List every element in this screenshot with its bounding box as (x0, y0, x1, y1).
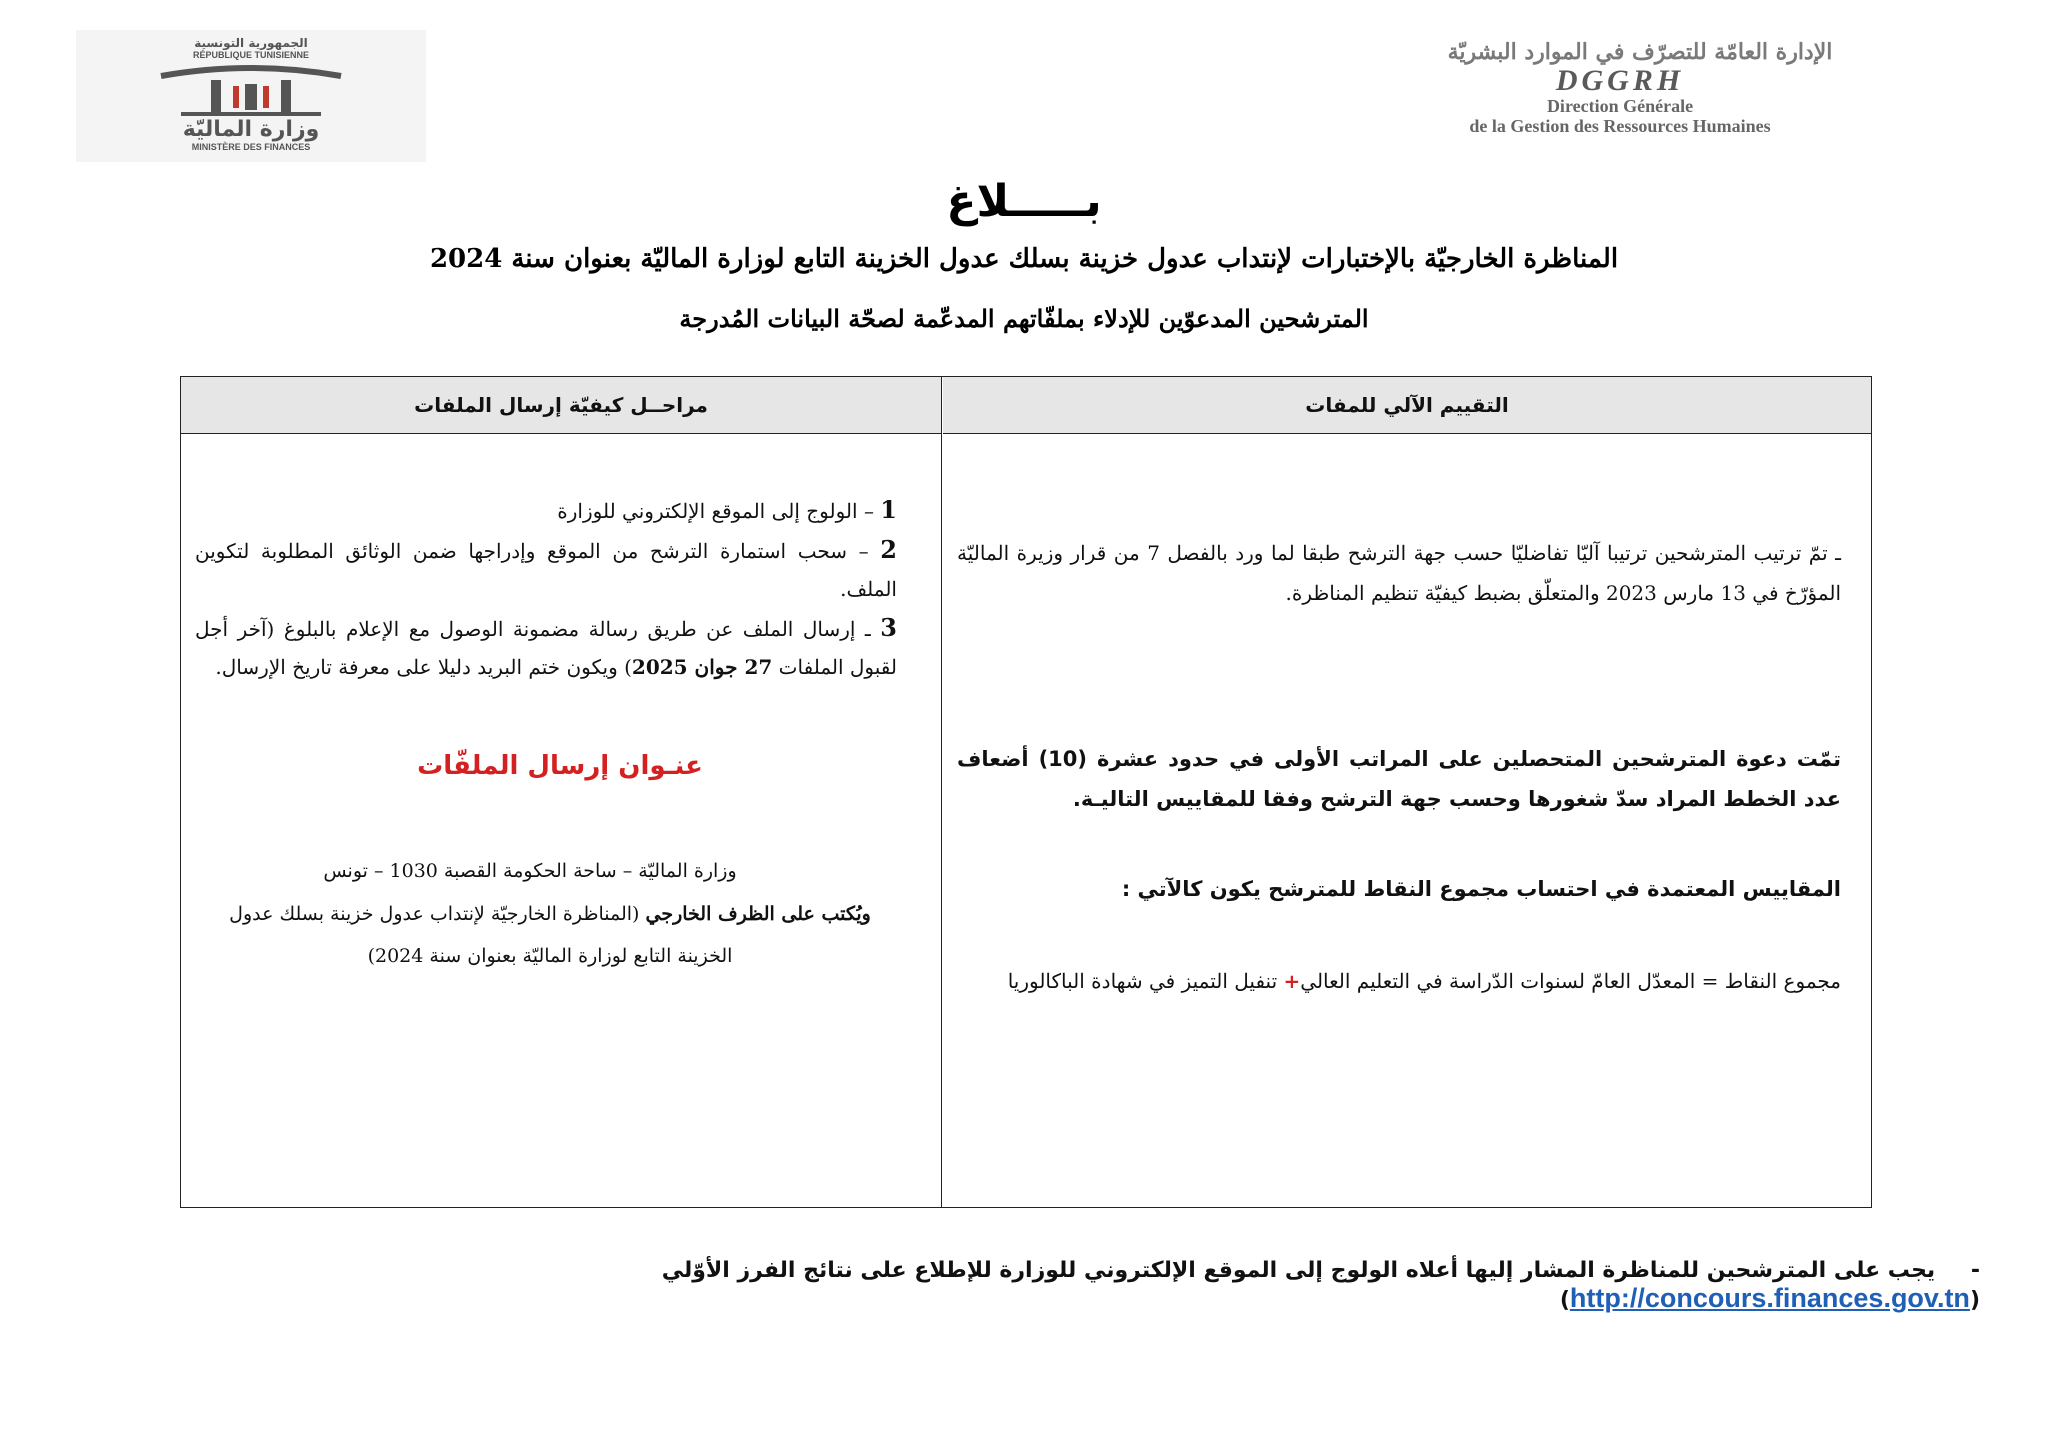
dggrh-name-ar: الإدارة العامّة للتصرّف في الموارد البشريّة (1447, 39, 1833, 65)
envelope-instructions (215, 893, 885, 977)
step-2 (195, 531, 897, 608)
score-formula (957, 961, 1841, 1001)
envelope-text: (المناظرة الخارجيّة لإنتداب عدول خزينة بسلك عدول الخزينة التابع لوزارة الماليّة بعنوان سنة 2024) (229, 903, 733, 967)
header-sending-steps: مراحــل كيفيّة إرسال الملفات (181, 377, 941, 434)
footer-text: يجب على المترشحين للمناظرة المشار إليها أعلاه الولوج إلى الموقع الإلكتروني للوزارة للإطلاع على نتائج الفرز الأوّلي ( (661, 1258, 1980, 1313)
postal-address: وزارة الماليّة – ساحة الحكومة القصبة 1030 – تونس (323, 860, 737, 882)
info-table (180, 376, 1872, 1208)
logo-ministry-fr: MINISTÈRE DES FINANCES (191, 142, 311, 152)
step-3 (195, 609, 897, 686)
address-title: عنـوان إرسال الملفّات (417, 751, 703, 781)
column-divider (941, 377, 942, 1207)
step-2-number: 2 (880, 535, 897, 564)
ranking-paragraph: ـ تمّ ترتيب المترشحين ترتيبا آليّا تفاضليّا حسب جهة الترشح طبقا لما ورد بالفصل 7 من قرار وزيرة الماليّة المؤرّخ في 13 مارس 2023 والمتعلّق بضبط كيفيّة تنظيم المناظرة. (957, 541, 1842, 605)
ministry-logo (76, 30, 426, 162)
footer-notice (340, 1258, 1980, 1314)
footer-close: ) (1559, 1288, 1570, 1313)
subtitle-candidates: المترشحين المدعوّين للإدلاء بملفّاتهم المدعّمة لصحّة البيانات المُدرجة (679, 304, 1369, 333)
logo-country-ar: الجمهورية التونسية (194, 36, 308, 50)
footer-dash: - (1970, 1258, 1980, 1283)
criteria-heading: المقاييس المعتمدة في احتساب مجموع النقاط للمترشح يكون كالآتي : (1121, 877, 1841, 901)
step-1-text: – الولوج إلى الموقع الإلكتروني للوزارة (557, 499, 874, 523)
header-automatic-evaluation: التقييم الآلي للمفات (943, 377, 1871, 434)
page-title: بـــــلاغ (946, 176, 1102, 227)
invitation-paragraph: تمّت دعوة المترشحين المتحصلين على المراتب الأولى في حدود عشرة (10) أضعاف عدد الخطط المراد سدّ شغورها وحسب جهة الترشح وفقا للمقاييس التاليـة. (957, 747, 1841, 811)
ministry-emblem-icon (141, 62, 361, 118)
plus-sign: + (1283, 969, 1301, 993)
dggrh-logo (1330, 38, 1910, 146)
step-3-text-a: ـ إرسال الملف عن طريق رسالة مضمونة الوصول مع الإعلام بالبلوغ (آخر أجل لقبول الملفات (195, 617, 897, 679)
step-3-deadline: 27 جوان 2025 (631, 655, 773, 679)
dggrh-name-fr-1: Direction Générale (1546, 96, 1694, 116)
logo-ministry-ar: وزارة الماليّة (182, 117, 320, 142)
score-formula-a: مجموع النقاط = المعدّل العامّ لسنوات الدّراسة في التعليم العالي (1300, 969, 1841, 993)
dggrh-abbr: DGGRH (1555, 64, 1685, 97)
results-website-link[interactable]: http://concours.finances.gov.tn (1569, 1283, 1970, 1313)
step-2-text: – سحب استمارة الترشح من الموقع وإدراجها ضمن الوثائق المطلوبة لتكوين الملف. (195, 539, 897, 601)
subtitle-competition: المناظرة الخارجيّة بالإختبارات لإنتداب عدول خزينة بسلك عدول الخزينة التابع لوزارة الماليّة بعنوان سنة 2024 (429, 244, 1619, 274)
step-1 (195, 491, 897, 530)
dggrh-name-fr-2: de la Gestion des Ressources Humaines (1469, 116, 1771, 136)
step-3-number: 3 (880, 613, 897, 642)
logo-country-fr: RÉPUBLIQUE TUNISIENNE (192, 50, 309, 60)
step-3-text-b: ) ويكون ختم البريد دليلا على معرفة تاريخ الإرسال. (215, 655, 632, 679)
score-formula-b: تنفيل التميز في شهادة الباكالوريا (1007, 969, 1284, 993)
envelope-bold: ويُكتب على الظرف الخارجي (645, 903, 871, 925)
step-1-number: 1 (880, 495, 897, 524)
